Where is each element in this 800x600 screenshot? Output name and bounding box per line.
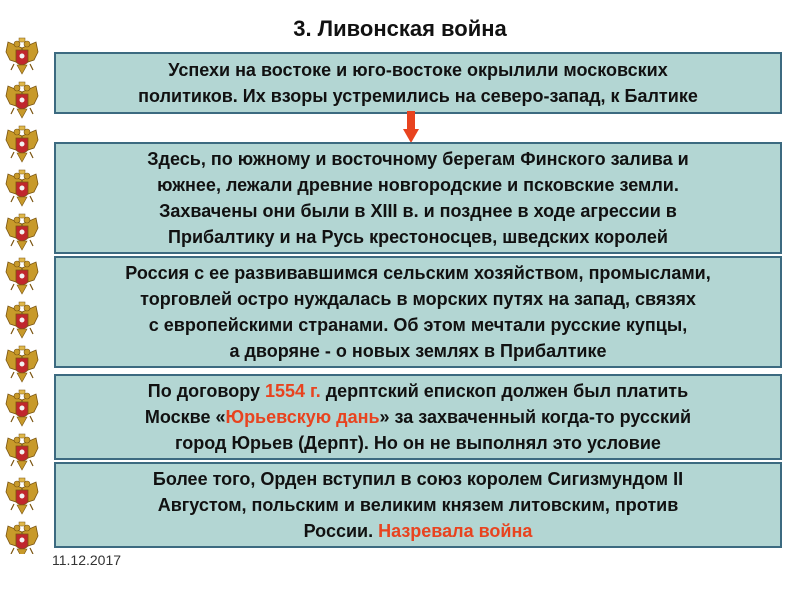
double-headed-eagle-icon-column xyxy=(0,34,46,554)
down-arrow-icon xyxy=(403,111,419,145)
text-line: южнее, лежали древние новгородские и псковские земли. xyxy=(157,175,679,195)
text-box-2 xyxy=(54,142,782,254)
text-box-1-content xyxy=(138,57,698,109)
text-line: Более того, Орден вступил в союз королем Сигизмундом II xyxy=(152,469,684,489)
slide-title: 3. Ливонская война xyxy=(293,16,507,41)
text-box-5 xyxy=(54,462,782,548)
text-segment: дерптский епископ должен был платить xyxy=(320,381,689,401)
text-line: город Юрьев (Дерпт). Но он не выполнял это условие xyxy=(175,433,661,453)
text-line: Россия с ее развивавшимся сельским хозяйством, промыслами, xyxy=(125,263,711,283)
highlight-term: Юрьевскую дань xyxy=(225,407,380,427)
text-segment: Москве « xyxy=(144,407,226,427)
text-box-4 xyxy=(54,374,782,460)
text-line: Здесь, по южному и восточному берегам Финского залива и xyxy=(147,149,689,169)
text-line: Захвачены они были в XIII в. и позднее в ходе агрессии в xyxy=(159,201,677,221)
eagle-column xyxy=(0,34,46,554)
highlight-conclusion: Назревала война xyxy=(378,521,533,541)
slide-date: 11.12.2017 xyxy=(52,552,122,568)
text-box-2-content xyxy=(147,146,688,250)
text-segment: России. xyxy=(303,521,379,541)
text-line: Успехи на востоке и юго-востоке окрылили московских xyxy=(168,60,668,80)
text-box-5-content xyxy=(153,466,683,544)
text-box-3 xyxy=(54,256,782,368)
text-line: Августом, польским и великим князем литовским, против xyxy=(157,495,679,515)
text-box-4-content xyxy=(145,378,691,456)
text-segment: » за захваченный когда-то русский xyxy=(379,407,692,427)
text-line: а дворяне - о новых землях в Прибалтике xyxy=(229,341,607,361)
text-segment: По договору xyxy=(147,381,265,401)
text-line: политиков. Их взоры устремились на северо-запад, к Балтике xyxy=(138,86,698,106)
text-box-3-content xyxy=(125,260,710,364)
highlight-year: 1554 г. xyxy=(264,381,321,401)
text-box-1 xyxy=(54,52,782,114)
text-line: с европейскими странами. Об этом мечтали русские купцы, xyxy=(148,315,688,335)
text-line: торговлей остро нуждалась в морских путях на запад, связях xyxy=(140,289,696,309)
text-line: Прибалтику и на Русь крестоносцев, шведских королей xyxy=(168,227,668,247)
